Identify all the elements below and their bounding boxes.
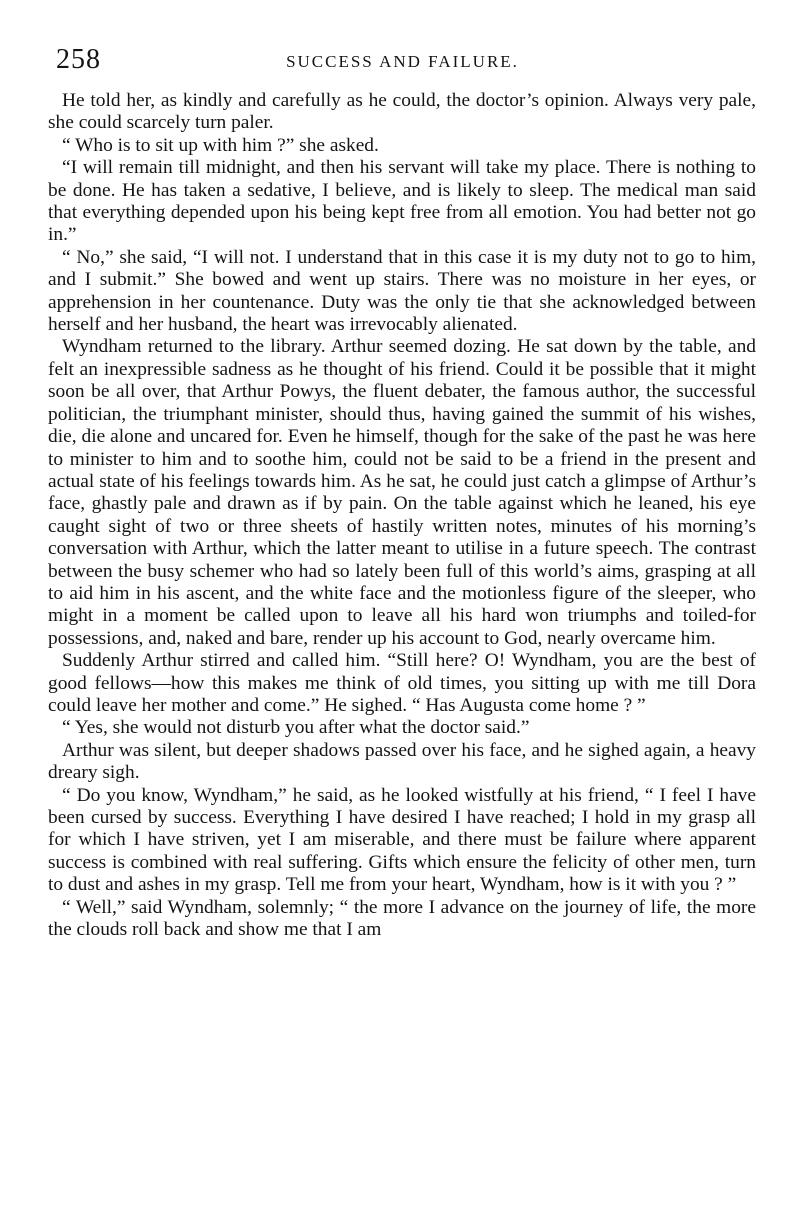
page-header: [50, 44, 755, 80]
running-title: SUCCESS AND FAILURE.: [286, 52, 519, 71]
body-text: [48, 90, 756, 941]
paragraph: “ Well,” said Wyndham, solemnly; “ the more I advance on the journey of life, the more the clouds roll back and show me that I am: [48, 896, 756, 941]
paragraph: He told her, as kindly and carefully as he could, the doctor’s opinion. Always very pale, she could scarcely turn paler.: [48, 90, 756, 134]
paragraph: “ No,” she said, “I will not. I understand that in this case it is my duty not to go to him, and I submit.” She bowed and went up stairs. There was no moisture in her eyes, or apprehension in her countenance. Duty was the only tie that she acknowledged between herself and her husband, the heart was irrevocably alienated.: [48, 246, 756, 336]
paragraph: “I will remain till midnight, and then his servant will take my place. There is nothing to be done. He has taken a sedative, I believe, and is likely to sleep. The medical man said that everything depended upon his being kept free from all emotion. You had better not go in.”: [48, 157, 756, 246]
paragraph: “ Do you know, Wyndham,” he said, as he looked wistfully at his friend, “ I feel I have been cursed by success. Everything I have desired I have reached; I hold in my grasp all for which I have striven, yet I am miserable, and there must be failure where apparent success is combined with real suffering. Gifts which ensure the felicity of other men, turn to dust and ashes in my grasp. Tell me from your heart, Wyndham, how is it with you ? ”: [48, 784, 756, 896]
paragraph: Arthur was silent, but deeper shadows passed over his face, and he sighed again, a heavy dreary sigh.: [48, 739, 756, 784]
paragraph: “ Who is to sit up with him ?” she asked.: [62, 134, 379, 156]
paragraph: Wyndham returned to the library. Arthur seemed dozing. He sat down by the table, and felt an inexpressible sadness as he thought of his friend. Could it be possible that it might soon be all over, that Arthur Powys, the fluent debater, the famous author, the successful politician, the triumphant minister, should thus, having gained the summit of his wishes, die, die alone and uncared for. Even he himself, though for the sake of the past he was here to minister to him and to soothe him, could not be said to be a friend in the present and actual state of his feelings towards him. As he sat, he could just catch a glimpse of Arthur’s face, ghastly pale and drawn as if by pain. On the table against which he leaned, his eye caught sight of two or three sheets of hastily written notes, minutes of his morning’s conversation with Arthur, which the latter meant to utilise in a future speech. The contrast between the busy schemer who had so lately been full of this world’s aims, grasping at all to aid him in his ascent, and the white face and the motionless figure of the sleeper, who might in a moment be called upon to leave all his hard won triumphs and toiled-for possessions, and, naked and bare, render up his account to God, nearly overcame him.: [48, 336, 756, 649]
paragraph: Suddenly Arthur stirred and called him. “Still here? O! Wyndham, you are the best of good fellows—how this makes me think of old times, you sitting up with me till Dora could leave her mother and come.” He sighed. “ Has Augusta come home ? ”: [48, 650, 756, 716]
paragraph: “ Yes, she would not disturb you after what the doctor said.”: [62, 717, 530, 739]
page-number: 258: [56, 44, 101, 75]
